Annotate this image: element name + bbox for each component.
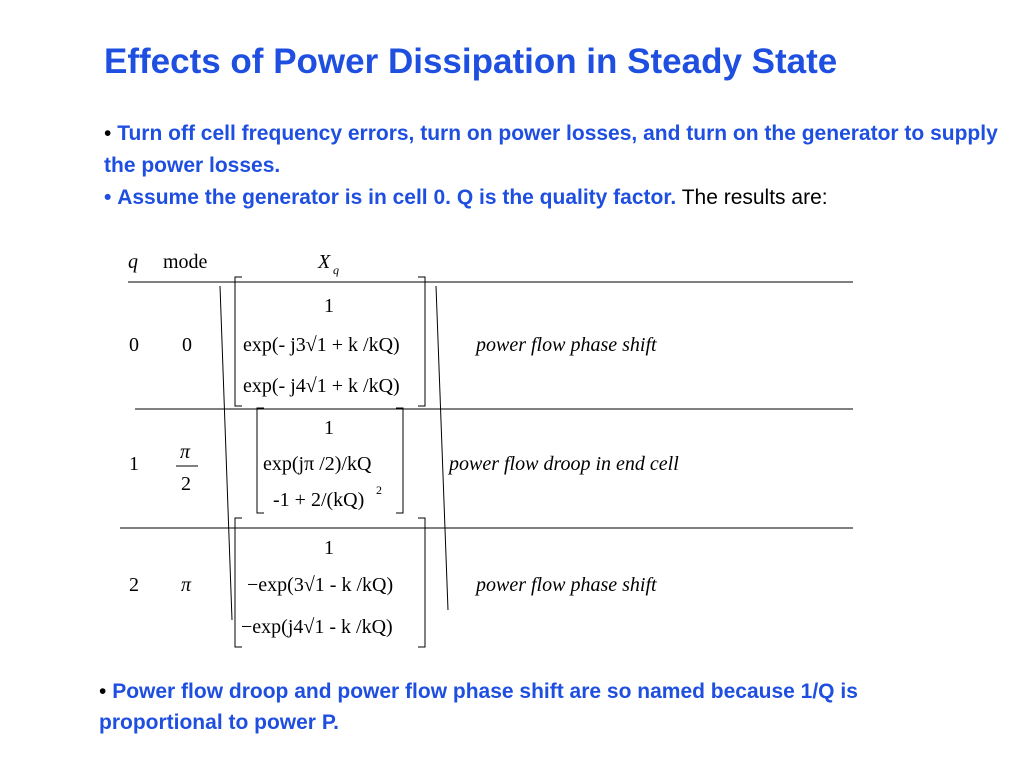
bullet-dot: • bbox=[99, 680, 107, 703]
row1-x2: exp(jπ /2)/kQ bbox=[263, 453, 372, 475]
row0-left-bracket bbox=[235, 277, 242, 406]
row1-x3-exponent: 2 bbox=[376, 483, 382, 497]
row0-mode: 0 bbox=[182, 334, 192, 356]
bullet-dot: • bbox=[104, 186, 112, 209]
row2-x1: 1 bbox=[324, 537, 334, 559]
row1-q: 1 bbox=[129, 453, 139, 475]
row1-mode-denominator: 2 bbox=[181, 473, 191, 495]
footer-text: Power flow droop and power flow phase shift are so named because 1/Q is proportional to power P. bbox=[99, 680, 858, 734]
row2-right-bracket bbox=[418, 518, 425, 647]
row2-x3: −exp(j4√1 - k /kQ) bbox=[241, 616, 393, 638]
bullet-1-text: Turn off cell frequency errors, turn on power losses, and turn on the generator to supply the power losses. bbox=[104, 122, 998, 177]
row0-x1: 1 bbox=[324, 295, 334, 317]
row2-q: 2 bbox=[129, 574, 139, 596]
header-mode: mode bbox=[163, 251, 208, 273]
footer-note bbox=[99, 676, 899, 738]
row0-q: 0 bbox=[129, 334, 139, 356]
row1-mode-numerator: π bbox=[180, 441, 191, 463]
row0-description: power flow phase shift bbox=[476, 334, 657, 356]
row1-x3: -1 + 2/(kQ) bbox=[273, 489, 365, 511]
bullet-dot: • bbox=[104, 122, 112, 145]
row1-right-bracket bbox=[396, 408, 403, 513]
outer-left-bracket bbox=[220, 286, 232, 620]
header-xq-subscript: q bbox=[333, 263, 339, 277]
row0-x3: exp(- j4√1 + k /kQ) bbox=[243, 375, 400, 397]
row2-description: power flow phase shift bbox=[476, 574, 657, 596]
header-q: q bbox=[128, 251, 138, 273]
row2-x2: −exp(3√1 - k /kQ) bbox=[247, 574, 394, 596]
slide-title: Effects of Power Dissipation in Steady State bbox=[104, 42, 838, 81]
row1-x1: 1 bbox=[324, 417, 334, 439]
row2-mode: π bbox=[181, 574, 192, 596]
bullet-2-black-text: The results are: bbox=[681, 186, 828, 209]
header-xq: X bbox=[318, 251, 331, 273]
row0-right-bracket bbox=[418, 277, 425, 406]
outer-right-bracket bbox=[436, 286, 448, 610]
bullet-2-blue-text: Assume the generator is in cell 0. Q is the quality factor. bbox=[117, 186, 677, 209]
row0-x2: exp(- j3√1 + k /kQ) bbox=[243, 334, 400, 356]
row1-description: power flow droop in end cell bbox=[449, 453, 679, 475]
